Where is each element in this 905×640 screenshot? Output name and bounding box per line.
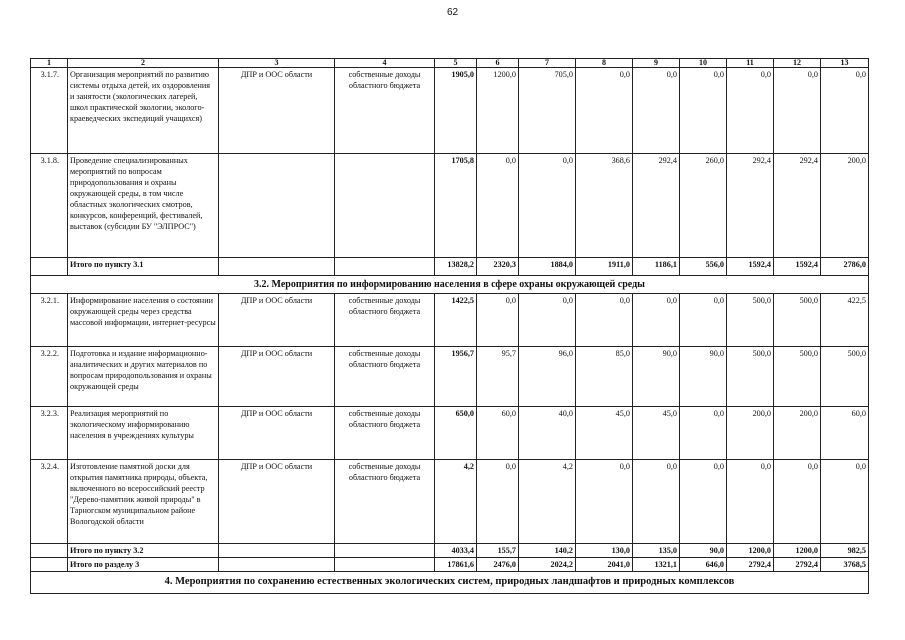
value-cell: 4,2: [435, 460, 477, 544]
value-cell: 1592,4: [727, 258, 774, 276]
source-cell: [335, 544, 435, 558]
total-row: [31, 258, 869, 276]
value-cell: 90,0: [680, 347, 727, 407]
table-row: [31, 407, 869, 460]
value-cell: 0,0: [633, 68, 680, 154]
value-cell: 500,0: [727, 347, 774, 407]
row-code: 3.2.2.: [31, 347, 68, 407]
value-cell: 135,0: [633, 544, 680, 558]
value-cell: 40,0: [519, 407, 576, 460]
page-number: 62: [446, 7, 459, 18]
value-cell: 1186,1: [633, 258, 680, 276]
value-cell: 292,4: [727, 154, 774, 258]
value-cell: 0,0: [633, 294, 680, 347]
column-header: 3: [219, 59, 335, 68]
total-row: [31, 544, 869, 558]
value-cell: 95,7: [477, 347, 519, 407]
executor-cell: [219, 154, 335, 258]
value-cell: 1911,0: [576, 258, 633, 276]
value-cell: 0,0: [727, 460, 774, 544]
table-row: [31, 154, 869, 258]
value-cell: 0,0: [680, 68, 727, 154]
total-label: Итого по пункту 3.2: [68, 544, 219, 558]
value-cell: 2792,4: [774, 558, 821, 572]
column-header: 9: [633, 59, 680, 68]
row-code: [31, 558, 68, 572]
value-cell: 200,0: [774, 407, 821, 460]
value-cell: 4033,4: [435, 544, 477, 558]
value-cell: 260,0: [680, 154, 727, 258]
value-cell: 422,5: [821, 294, 869, 347]
value-cell: 0,0: [477, 460, 519, 544]
value-cell: 0,0: [727, 68, 774, 154]
value-cell: 45,0: [576, 407, 633, 460]
source-cell: собственные доходы областного бюджета: [335, 68, 435, 154]
value-cell: 0,0: [519, 154, 576, 258]
value-cell: 556,0: [680, 258, 727, 276]
value-cell: 0,0: [477, 294, 519, 347]
row-code: 3.1.7.: [31, 68, 68, 154]
executor-cell: [219, 558, 335, 572]
measure-name: Организация мероприятий по развитию системы отдыха детей, их оздоровления и занятости (экологических лагерей, школ практической экологии, эколого-краеведческих экспедиций учащихся): [68, 68, 219, 154]
value-cell: 2041,0: [576, 558, 633, 572]
value-cell: 90,0: [680, 544, 727, 558]
budget-table: [30, 58, 869, 594]
value-cell: 2476,0: [477, 558, 519, 572]
row-code: [31, 544, 68, 558]
source-cell: собственные доходы областного бюджета: [335, 407, 435, 460]
source-cell: собственные доходы областного бюджета: [335, 460, 435, 544]
row-code: 3.2.1.: [31, 294, 68, 347]
section-heading-row: [31, 572, 869, 594]
measure-name: Изготовление памятной доски для открытия памятника природы, объекта, включенного во всероссийский реестр "Дерево-памятник живой природы" в Тарногском муниципальном районе Вологодской области: [68, 460, 219, 544]
value-cell: 705,0: [519, 68, 576, 154]
value-cell: 0,0: [680, 407, 727, 460]
column-number-row: [31, 59, 869, 68]
column-header: 4: [335, 59, 435, 68]
value-cell: 292,4: [633, 154, 680, 258]
source-cell: собственные доходы областного бюджета: [335, 347, 435, 407]
value-cell: 650,0: [435, 407, 477, 460]
total-label: Итого по пункту 3.1: [68, 258, 219, 276]
column-header: 10: [680, 59, 727, 68]
value-cell: 1422,5: [435, 294, 477, 347]
value-cell: 4,2: [519, 460, 576, 544]
value-cell: 0,0: [576, 460, 633, 544]
column-header: 11: [727, 59, 774, 68]
value-cell: 0,0: [821, 68, 869, 154]
value-cell: 0,0: [774, 68, 821, 154]
executor-cell: ДПР и ООС области: [219, 460, 335, 544]
measure-name: Реализация мероприятий по экологическому информированию населения в учреждениях культуры: [68, 407, 219, 460]
table-row: [31, 347, 869, 407]
value-cell: 0,0: [680, 460, 727, 544]
source-cell: [335, 154, 435, 258]
executor-cell: ДПР и ООС области: [219, 407, 335, 460]
table-row: [31, 460, 869, 544]
value-cell: 500,0: [821, 347, 869, 407]
value-cell: 60,0: [821, 407, 869, 460]
value-cell: 500,0: [774, 347, 821, 407]
value-cell: 1200,0: [727, 544, 774, 558]
value-cell: 0,0: [821, 460, 869, 544]
value-cell: 200,0: [727, 407, 774, 460]
value-cell: 1705,8: [435, 154, 477, 258]
column-header: 12: [774, 59, 821, 68]
executor-cell: ДПР и ООС области: [219, 347, 335, 407]
measure-name: Подготовка и издание информационно-аналитических и других материалов по вопросам природопользования и охраны окружающей среды: [68, 347, 219, 407]
executor-cell: ДПР и ООС области: [219, 294, 335, 347]
measure-name: Информирование населения о состоянии окружающей среды через средства массовой информации, интернет-ресурсы: [68, 294, 219, 347]
value-cell: 96,0: [519, 347, 576, 407]
column-header: 1: [31, 59, 68, 68]
value-cell: 1905,0: [435, 68, 477, 154]
value-cell: 0,0: [633, 460, 680, 544]
value-cell: 0,0: [519, 294, 576, 347]
row-code: 3.2.4.: [31, 460, 68, 544]
value-cell: 1321,1: [633, 558, 680, 572]
column-header: 8: [576, 59, 633, 68]
value-cell: 646,0: [680, 558, 727, 572]
value-cell: 1884,0: [519, 258, 576, 276]
row-code: [31, 258, 68, 276]
executor-cell: [219, 544, 335, 558]
value-cell: 1200,0: [477, 68, 519, 154]
section-heading-row: [31, 276, 869, 294]
value-cell: 500,0: [774, 294, 821, 347]
total-label: Итого по разделу 3: [68, 558, 219, 572]
section-heading: 4. Мероприятия по сохранению естественных экологических систем, природных ландшафтов и природных комплексов: [31, 572, 869, 594]
executor-cell: ДПР и ООС области: [219, 68, 335, 154]
value-cell: 1200,0: [774, 544, 821, 558]
value-cell: 13828,2: [435, 258, 477, 276]
value-cell: 200,0: [821, 154, 869, 258]
value-cell: 2024,2: [519, 558, 576, 572]
column-header: 7: [519, 59, 576, 68]
value-cell: 0,0: [477, 154, 519, 258]
value-cell: 0,0: [680, 294, 727, 347]
value-cell: 292,4: [774, 154, 821, 258]
value-cell: 140,2: [519, 544, 576, 558]
value-cell: 85,0: [576, 347, 633, 407]
source-cell: [335, 258, 435, 276]
value-cell: 0,0: [774, 460, 821, 544]
measure-name: Проведение специализированных мероприятий по вопросам природопользования и охраны окружающей среды, в том числе областных экологических смотров, конкурсов, конференций, фестивалей, выставок (субсидии БУ "ЭЛПРОС"): [68, 154, 219, 258]
value-cell: 0,0: [576, 68, 633, 154]
value-cell: 45,0: [633, 407, 680, 460]
value-cell: 60,0: [477, 407, 519, 460]
row-code: 3.2.3.: [31, 407, 68, 460]
value-cell: 17861,6: [435, 558, 477, 572]
value-cell: 2792,4: [727, 558, 774, 572]
value-cell: 982,5: [821, 544, 869, 558]
total-row: [31, 558, 869, 572]
column-header: 2: [68, 59, 219, 68]
value-cell: 155,7: [477, 544, 519, 558]
row-code: 3.1.8.: [31, 154, 68, 258]
value-cell: 90,0: [633, 347, 680, 407]
value-cell: 2786,0: [821, 258, 869, 276]
section-heading: 3.2. Мероприятия по информированию населения в сфере охраны окружающей среды: [31, 276, 869, 294]
value-cell: 1592,4: [774, 258, 821, 276]
executor-cell: [219, 258, 335, 276]
column-header: 5: [435, 59, 477, 68]
table-row: [31, 68, 869, 154]
value-cell: 500,0: [727, 294, 774, 347]
value-cell: 368,6: [576, 154, 633, 258]
table-row: [31, 294, 869, 347]
column-header: 6: [477, 59, 519, 68]
column-header: 13: [821, 59, 869, 68]
value-cell: 1956,7: [435, 347, 477, 407]
value-cell: 130,0: [576, 544, 633, 558]
value-cell: 2320,3: [477, 258, 519, 276]
value-cell: 3768,5: [821, 558, 869, 572]
value-cell: 0,0: [576, 294, 633, 347]
source-cell: собственные доходы областного бюджета: [335, 294, 435, 347]
source-cell: [335, 558, 435, 572]
